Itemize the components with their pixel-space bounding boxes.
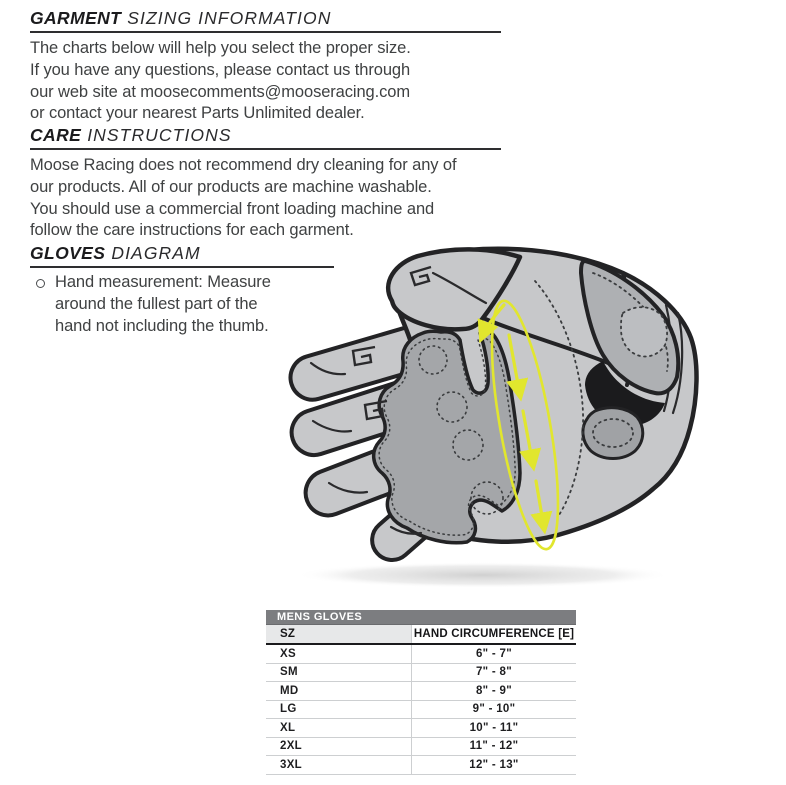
range-cell: 8" - 9": [411, 682, 576, 700]
bullet-line: hand not including the thumb.: [55, 316, 269, 335]
care-instructions-header-rest: INSTRUCTIONS: [87, 125, 232, 145]
paragraph-line: Moose Racing does not recommend dry cleaning for any of: [30, 156, 457, 174]
range-cell: 11" - 12": [411, 738, 576, 756]
size-cell: 2XL: [280, 740, 302, 753]
garment-sizing-paragraph: [30, 38, 411, 125]
size-column-header: SZ: [266, 625, 411, 643]
glove-diagram-illustration: [283, 243, 703, 598]
size-cell: XS: [280, 647, 296, 660]
paragraph-line: If you have any questions, please contact us through: [30, 60, 411, 79]
range-cell: 7" - 8": [411, 664, 576, 682]
hand-measurement-bullet-item: [36, 272, 271, 337]
care-instructions-header: [30, 125, 501, 150]
paragraph-line: follow the care instructions for each garment.: [30, 221, 354, 240]
range-cell: 9" - 10": [411, 701, 576, 719]
garment-sizing-header: [30, 8, 501, 33]
size-cell: MD: [280, 684, 299, 697]
table-row: [266, 756, 576, 775]
size-cell: 3XL: [280, 758, 302, 771]
range-cell: 6" - 7": [411, 645, 576, 663]
table-row: [266, 719, 576, 738]
care-instructions-header-bold: CARE: [30, 125, 82, 145]
glove-heel-pad: [583, 408, 643, 459]
bullet-line: Hand measurement: Measure: [55, 273, 271, 291]
paragraph-line: You should use a commercial front loading machine and: [30, 199, 435, 218]
bullet-line: around the fullest part of the: [55, 294, 258, 313]
garment-sizing-header-bold: GARMENT: [30, 8, 122, 28]
paragraph-line: or contact your nearest Parts Unlimited dealer.: [30, 104, 365, 123]
mens-gloves-table: [266, 610, 576, 775]
table-row: [266, 645, 576, 664]
table-header-row: [266, 625, 576, 645]
paragraph-line: our web site at moosecomments@mooseracing.com: [30, 82, 410, 101]
paragraph-line: our products. All of our products are machine washable.: [30, 177, 432, 196]
table-row: [266, 664, 576, 683]
hand-measurement-text: [55, 272, 271, 337]
table-row: [266, 701, 576, 720]
care-instructions-paragraph: [30, 155, 456, 242]
range-cell: 12" - 13": [411, 756, 576, 774]
paragraph-line: The charts below will help you select the proper size.: [30, 39, 411, 57]
garment-sizing-header-rest: SIZING INFORMATION: [127, 8, 332, 28]
table-row: [266, 738, 576, 757]
glove-shadow: [295, 562, 671, 588]
size-cell: SM: [280, 666, 298, 679]
size-cell: LG: [280, 703, 297, 716]
bullet-icon: [36, 279, 45, 288]
circumference-column-header: HAND CIRCUMFERENCE [E]: [411, 625, 576, 643]
size-cell: XL: [280, 721, 296, 734]
table-title: MENS GLOVES: [266, 610, 576, 625]
table-row: [266, 682, 576, 701]
range-cell: 10" - 11": [411, 719, 576, 737]
gloves-diagram-header-bold: GLOVES: [30, 243, 106, 263]
gloves-diagram-header-rest: DIAGRAM: [111, 243, 201, 263]
